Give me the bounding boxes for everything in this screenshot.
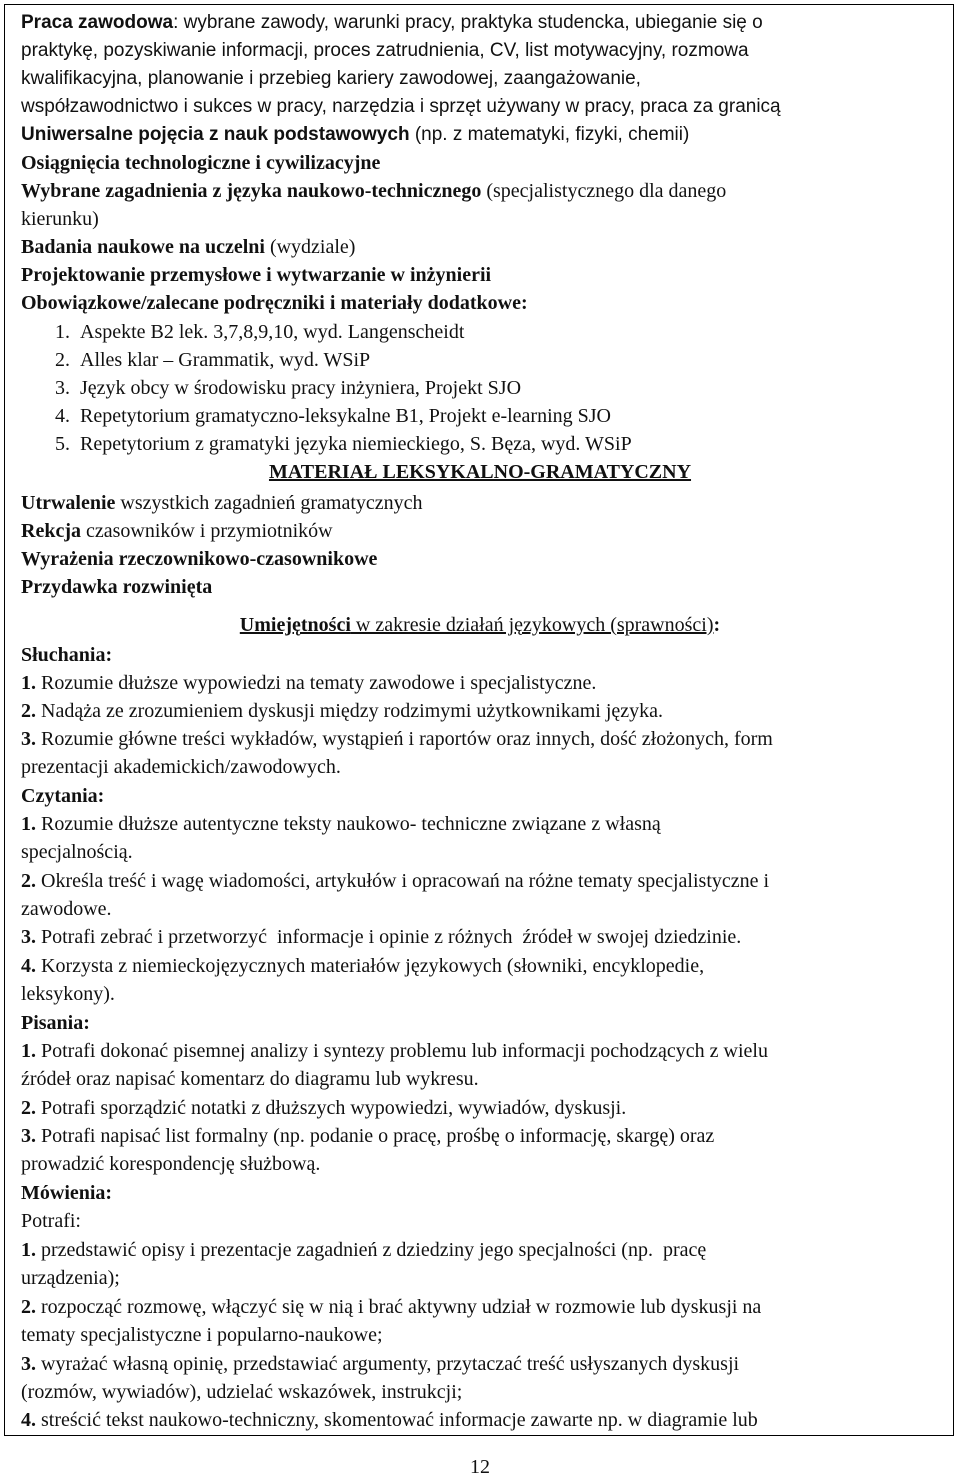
czytania-item-2 xyxy=(21,867,769,895)
przydawka-heading: Przydawka rozwinięta xyxy=(21,576,213,598)
pisania-item-1 xyxy=(21,1037,768,1065)
material-heading: MATERIAŁ LEKSYKALNO-GRAMATYCZNY xyxy=(268,461,692,483)
pisania-item-3-cont: prowadzić korespondencję służbową. xyxy=(21,1153,321,1175)
praca-line-1 xyxy=(21,9,763,37)
czytania-item-2-cont: zawodowe. xyxy=(21,898,112,920)
praca-line-4: współzawodnictwo i sukces w pracy, narzędzia i sprzęt używany w pracy, praca za granicą xyxy=(21,96,781,117)
book-item-2 xyxy=(55,346,370,374)
praca-line-3: kwalifikacyjna, planowanie i przebieg kariery zawodowej, zaangażowanie, xyxy=(21,68,641,89)
item-text: Rozumie dłuższe wypowiedzi na tematy zawodowe i specjalistyczne. xyxy=(36,672,597,694)
pisania-item-1-cont: źródeł oraz napisać komentarz do diagramu lub wykresu. xyxy=(21,1068,479,1090)
rekcja-label: Rekcja xyxy=(21,520,81,542)
item-num: 4. xyxy=(21,955,36,977)
rekcja-text: czasowników i przymiotników xyxy=(80,520,333,542)
item-text: przedstawić opisy i prezentacje zagadnień z dziedziny jego specjalności (np. pracę xyxy=(36,1239,707,1261)
mowienia-item-3-cont: (rozmów, wywiadów), udzielać wskazówek, instrukcji; xyxy=(21,1381,463,1403)
osiagniecia-heading: Osiągnięcia technologiczne i cywilizacyjne xyxy=(21,152,381,174)
praca-label: Praca zawodowa xyxy=(21,12,174,33)
item-num: 1. xyxy=(21,1040,36,1062)
czytania-item-1 xyxy=(21,810,661,838)
mowienia-intro: Potrafi: xyxy=(21,1210,81,1232)
sluchania-item-3-cont: prezentacji akademickich/zawodowych. xyxy=(21,756,341,778)
skills-heading-bold: Umiejętności xyxy=(239,614,351,636)
badania-line xyxy=(21,233,355,261)
sluchania-item-3 xyxy=(21,725,773,753)
wybrane-line-2: kierunku) xyxy=(21,208,99,230)
czytania-item-3 xyxy=(21,923,741,951)
wybrane-text: (specjalistycznego dla danego xyxy=(481,180,727,202)
mowienia-item-4 xyxy=(21,1406,758,1434)
projektowanie-heading: Projektowanie przemysłowe i wytwarzanie w inżynierii xyxy=(21,264,492,286)
item-num: 1. xyxy=(21,1239,36,1261)
mowienia-item-1 xyxy=(21,1236,706,1264)
mowienia-item-2-cont: tematy specjalistyczne i popularno-naukowe; xyxy=(21,1324,383,1346)
item-num: 4. xyxy=(21,1409,36,1431)
book-num: 1. xyxy=(55,321,70,343)
wybrane-label: Wybrane zagadnienia z języka naukowo-technicznego xyxy=(21,180,482,202)
item-text: Rozumie główne treści wykładów, wystąpień i raportów oraz innych, dość złożonych, form xyxy=(36,728,773,750)
item-text: rozpocząć rozmowę, włączyć się w nią i brać aktywny udział w rozmowie lub dyskusji na xyxy=(36,1296,762,1318)
sluchania-item-1 xyxy=(21,669,596,697)
item-num: 3. xyxy=(21,1125,36,1147)
book-item-1 xyxy=(55,318,464,346)
uniwersalne-text: (np. z matematyki, fizyki, chemii) xyxy=(409,124,690,145)
item-text: Określa treść i wagę wiadomości, artykułów i opracowań na różne tematy specjalistyczne i xyxy=(36,870,770,892)
item-text: streścić tekst naukowo-techniczny, skomentować informacje zawarte np. w diagramie lub xyxy=(36,1409,758,1431)
mowienia-heading: Mówienia: xyxy=(21,1182,113,1204)
item-num: 2. xyxy=(21,1296,36,1318)
mowienia-item-2 xyxy=(21,1293,761,1321)
podreczniki-heading: Obowiązkowe/zalecane podręczniki i materiały dodatkowe: xyxy=(21,292,528,314)
item-text: Potrafi dokonać pisemnej analizy i syntezy problemu lub informacji pochodzących z wielu xyxy=(36,1040,768,1062)
book-item-4 xyxy=(55,402,611,430)
item-text: Korzysta z niemieckojęzycznych materiałów językowych (słowniki, encyklopedie, xyxy=(36,955,705,977)
skills-heading-text: w zakresie działań językowych (sprawności) xyxy=(350,614,714,636)
book-item-3 xyxy=(55,374,521,402)
czytania-item-4 xyxy=(21,952,704,980)
book-title: Język obcy w środowisku pracy inżyniera, Projekt SJO xyxy=(80,377,522,399)
czytania-item-1-cont: specjalnością. xyxy=(21,841,133,863)
skills-heading xyxy=(5,611,955,639)
book-title: Aspekte B2 lek. 3,7,8,9,10, wyd. Langenscheidt xyxy=(80,321,465,343)
item-text: Potrafi sporządzić notatki z dłuższych wypowiedzi, wywiadów, dyskusji. xyxy=(36,1097,627,1119)
utrwalenie-line xyxy=(21,489,423,517)
wybrane-line xyxy=(21,177,726,205)
item-num: 3. xyxy=(21,728,36,750)
mowienia-item-3 xyxy=(21,1350,739,1378)
item-text: Potrafi napisać list formalny (np. podanie o pracę, prośbę o informację, skargę) oraz xyxy=(36,1125,715,1147)
pisania-heading: Pisania: xyxy=(21,1012,90,1034)
item-text: Potrafi zebrać i przetworzyć informacje i opinie z różnych źródeł w swojej dziedzinie. xyxy=(36,926,742,948)
item-num: 3. xyxy=(21,926,36,948)
book-title: Repetytorium gramatyczno-leksykalne B1, Projekt e-learning SJO xyxy=(80,405,611,427)
uniwersalne-line xyxy=(21,121,689,149)
badania-label: Badania naukowe na uczelni xyxy=(21,236,265,258)
utrwalenie-label: Utrwalenie xyxy=(21,492,116,514)
czytania-heading: Czytania: xyxy=(21,785,105,807)
praca-text: : wybrane zawody, warunki pracy, praktyka studencka, ubieganie się o xyxy=(173,12,763,33)
page-number: 12 xyxy=(470,1456,490,1478)
item-num: 1. xyxy=(21,672,36,694)
item-num: 2. xyxy=(21,1097,36,1119)
skills-heading-colon: : xyxy=(713,614,721,636)
wyrazenia-heading: Wyrażenia rzeczownikowo-czasownikowe xyxy=(21,548,378,570)
book-item-5 xyxy=(55,430,632,458)
book-num: 3. xyxy=(55,377,70,399)
item-text: Nadąża ze zrozumieniem dyskusji między rodzimymi użytkownikami języka. xyxy=(36,700,664,722)
item-num: 2. xyxy=(21,870,36,892)
utrwalenie-text: wszystkich zagadnień gramatycznych xyxy=(115,492,423,514)
book-num: 2. xyxy=(55,349,70,371)
pisania-item-2 xyxy=(21,1094,626,1122)
sluchania-heading: Słuchania: xyxy=(21,644,113,666)
book-title: Repetytorium z gramatyki języka niemieckiego, S. Bęza, wyd. WSiP xyxy=(80,433,632,455)
praca-line-2: praktykę, pozyskiwanie informacji, proces zatrudnienia, CV, list motywacyjny, rozmowa xyxy=(21,40,749,61)
czytania-item-4-cont: leksykony). xyxy=(21,983,115,1005)
item-num: 2. xyxy=(21,700,36,722)
item-num: 3. xyxy=(21,1353,36,1375)
item-text: wyrażać własną opinię, przedstawiać argumenty, przytaczać treść usłyszanych dyskusji xyxy=(36,1353,740,1375)
item-num: 1. xyxy=(21,813,36,835)
book-num: 4. xyxy=(55,405,70,427)
uniwersalne-label: Uniwersalne pojęcia z nauk podstawowych xyxy=(21,124,410,145)
sluchania-item-2 xyxy=(21,697,663,725)
document-frame xyxy=(4,4,954,1436)
book-title: Alles klar – Grammatik, wyd. WSiP xyxy=(80,349,371,371)
mowienia-item-1-cont: urządzenia); xyxy=(21,1267,120,1289)
rekcja-line xyxy=(21,517,333,545)
item-text: Rozumie dłuższe autentyczne teksty naukowo- techniczne związane z własną xyxy=(36,813,661,835)
badania-text: (wydziale) xyxy=(264,236,356,258)
pisania-item-3 xyxy=(21,1122,714,1150)
book-num: 5. xyxy=(55,433,70,455)
